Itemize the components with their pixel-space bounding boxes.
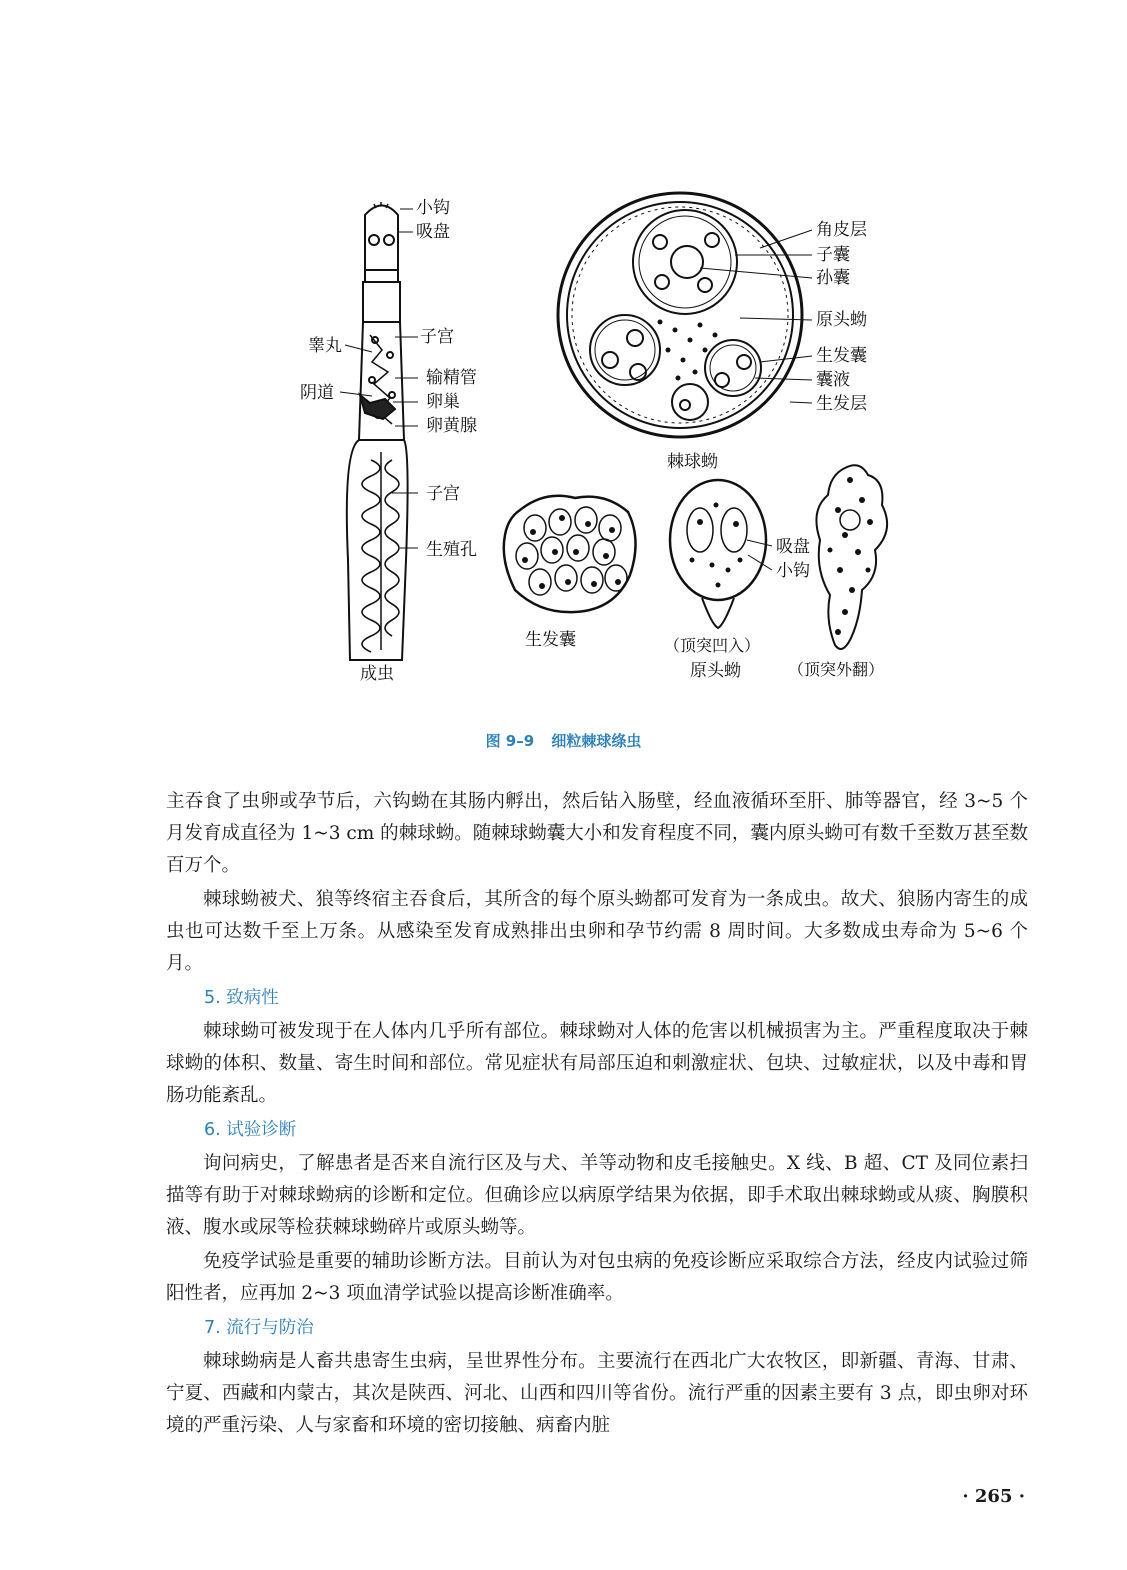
label-adult-title: 成虫 bbox=[360, 664, 394, 684]
figure-drawing bbox=[0, 0, 1127, 700]
label-uterus-1: 子宫 bbox=[420, 327, 454, 347]
label-brood-title: 生发囊 bbox=[525, 630, 576, 650]
paragraph-5: 免疫学试验是重要的辅助诊断方法。目前认为对包虫病的免疫诊断应采取综合方法，经皮内试验过筛阳性者，应再加 2~3 项血清学试验以提高诊断准确率。 bbox=[166, 1251, 1028, 1304]
label-germinal-layer: 生发层 bbox=[816, 394, 867, 414]
body-text bbox=[166, 786, 1028, 1444]
label-brood-capsule: 生发囊 bbox=[816, 346, 867, 366]
label-daughter-cyst: 子囊 bbox=[816, 245, 850, 265]
protoscolex-evaginated-drawing bbox=[816, 465, 887, 649]
label-evaginated: （顶突外翻） bbox=[788, 660, 885, 679]
heading-pathogenicity: 5. 致病性 bbox=[204, 988, 279, 1008]
paragraph-6: 棘球蚴病是人畜共患寄生虫病，呈世界性分布。主要流行在西北广大农牧区，即新疆、青海、甘肃、宁夏、西藏和内蒙古，其次是陕西、河北、山西和四川等省份。流行严重的因素主要有 3 点，即虫卵对环境的严重污染、人与家畜和环境的密切接触、病畜内脏 bbox=[166, 1351, 1028, 1436]
heading-epidemiology: 7. 流行与防治 bbox=[204, 1318, 314, 1338]
label-invaginated: （顶突凹入） bbox=[664, 636, 761, 655]
label-vagina: 阴道 bbox=[300, 383, 334, 403]
label-granddaughter-cyst: 孙囊 bbox=[816, 268, 850, 288]
label-uterus-2: 子宫 bbox=[426, 484, 460, 504]
paragraph-4: 询问病史，了解患者是否来自流行区及与犬、羊等动物和皮毛接触史。X 线、B 超、CT 及同位素扫描等有助于对棘球蚴病的诊断和定位。但确诊应以病原学结果为依据，即手术取出棘球蚴或从痰、胸膜积液、腹水或尿等检获棘球蚴碎片或原头蚴等。 bbox=[166, 1153, 1028, 1238]
label-cyst-title: 棘球蚴 bbox=[667, 452, 718, 472]
adult-worm-drawing bbox=[340, 202, 418, 660]
paragraph-2: 棘球蚴被犬、狼等终宿主吞食后，其所含的每个原头蚴都可发育为一条成虫。故犬、狼肠内寄生的成虫也可达数千至上万条。从感染至发育成熟排出虫卵和孕节约需 8 周时间。大多数成虫寿命为 5~6 个月。 bbox=[166, 889, 1028, 974]
page-number: · 265 · bbox=[962, 1486, 1025, 1507]
label-proto-sucker: 吸盘 bbox=[776, 537, 810, 557]
figure-9-9 bbox=[0, 0, 1127, 700]
label-proto-title: 原头蚴 bbox=[690, 661, 741, 681]
label-adult-hook: 小钩 bbox=[416, 198, 450, 218]
label-vas-deferens: 输精管 bbox=[426, 368, 477, 388]
label-proto-hook: 小钩 bbox=[776, 561, 810, 581]
label-adult-sucker: 吸盘 bbox=[416, 222, 450, 242]
label-protoscolex: 原头蚴 bbox=[816, 310, 867, 330]
caption-text: 细粒棘球绦虫 bbox=[551, 732, 642, 750]
label-vitellaria: 卵黄腺 bbox=[426, 416, 477, 436]
paragraph-1: 主吞食了虫卵或孕节后，六钩蚴在其肠内孵出，然后钻入肠壁，经血液循环至肝、肺等器官，经 3~5 个月发育成直径为 1~3 cm 的棘球蚴。随棘球蚴囊大小和发育程度不同，囊内原头蚴可有数千至数万甚至数百万个。 bbox=[166, 791, 1028, 876]
paragraph-3: 棘球蚴可被发现于在人体内几乎所有部位。棘球蚴对人体的危害以机械损害为主。严重程度取决于棘球蚴的体积、数量、寄生时间和部位。常见症状有局部压迫和刺激症状、包块、过敏症状，以及中毒和胃肠功能紊乱。 bbox=[166, 1021, 1028, 1106]
heading-diagnosis: 6. 试验诊断 bbox=[204, 1120, 297, 1140]
brood-capsule-drawing bbox=[504, 496, 636, 612]
label-cyst-fluid: 囊液 bbox=[816, 370, 850, 390]
caption-number: 图 9–9 bbox=[485, 732, 535, 750]
protoscolex-invaginated-drawing bbox=[670, 480, 772, 628]
label-ovary: 卵巢 bbox=[426, 392, 460, 412]
figure-caption bbox=[0, 730, 1127, 751]
label-laminated-layer: 角皮层 bbox=[816, 220, 867, 240]
label-genital-pore: 生殖孔 bbox=[426, 540, 477, 560]
label-testis: 睾丸 bbox=[308, 336, 342, 356]
hydatid-cyst-drawing bbox=[558, 193, 812, 437]
